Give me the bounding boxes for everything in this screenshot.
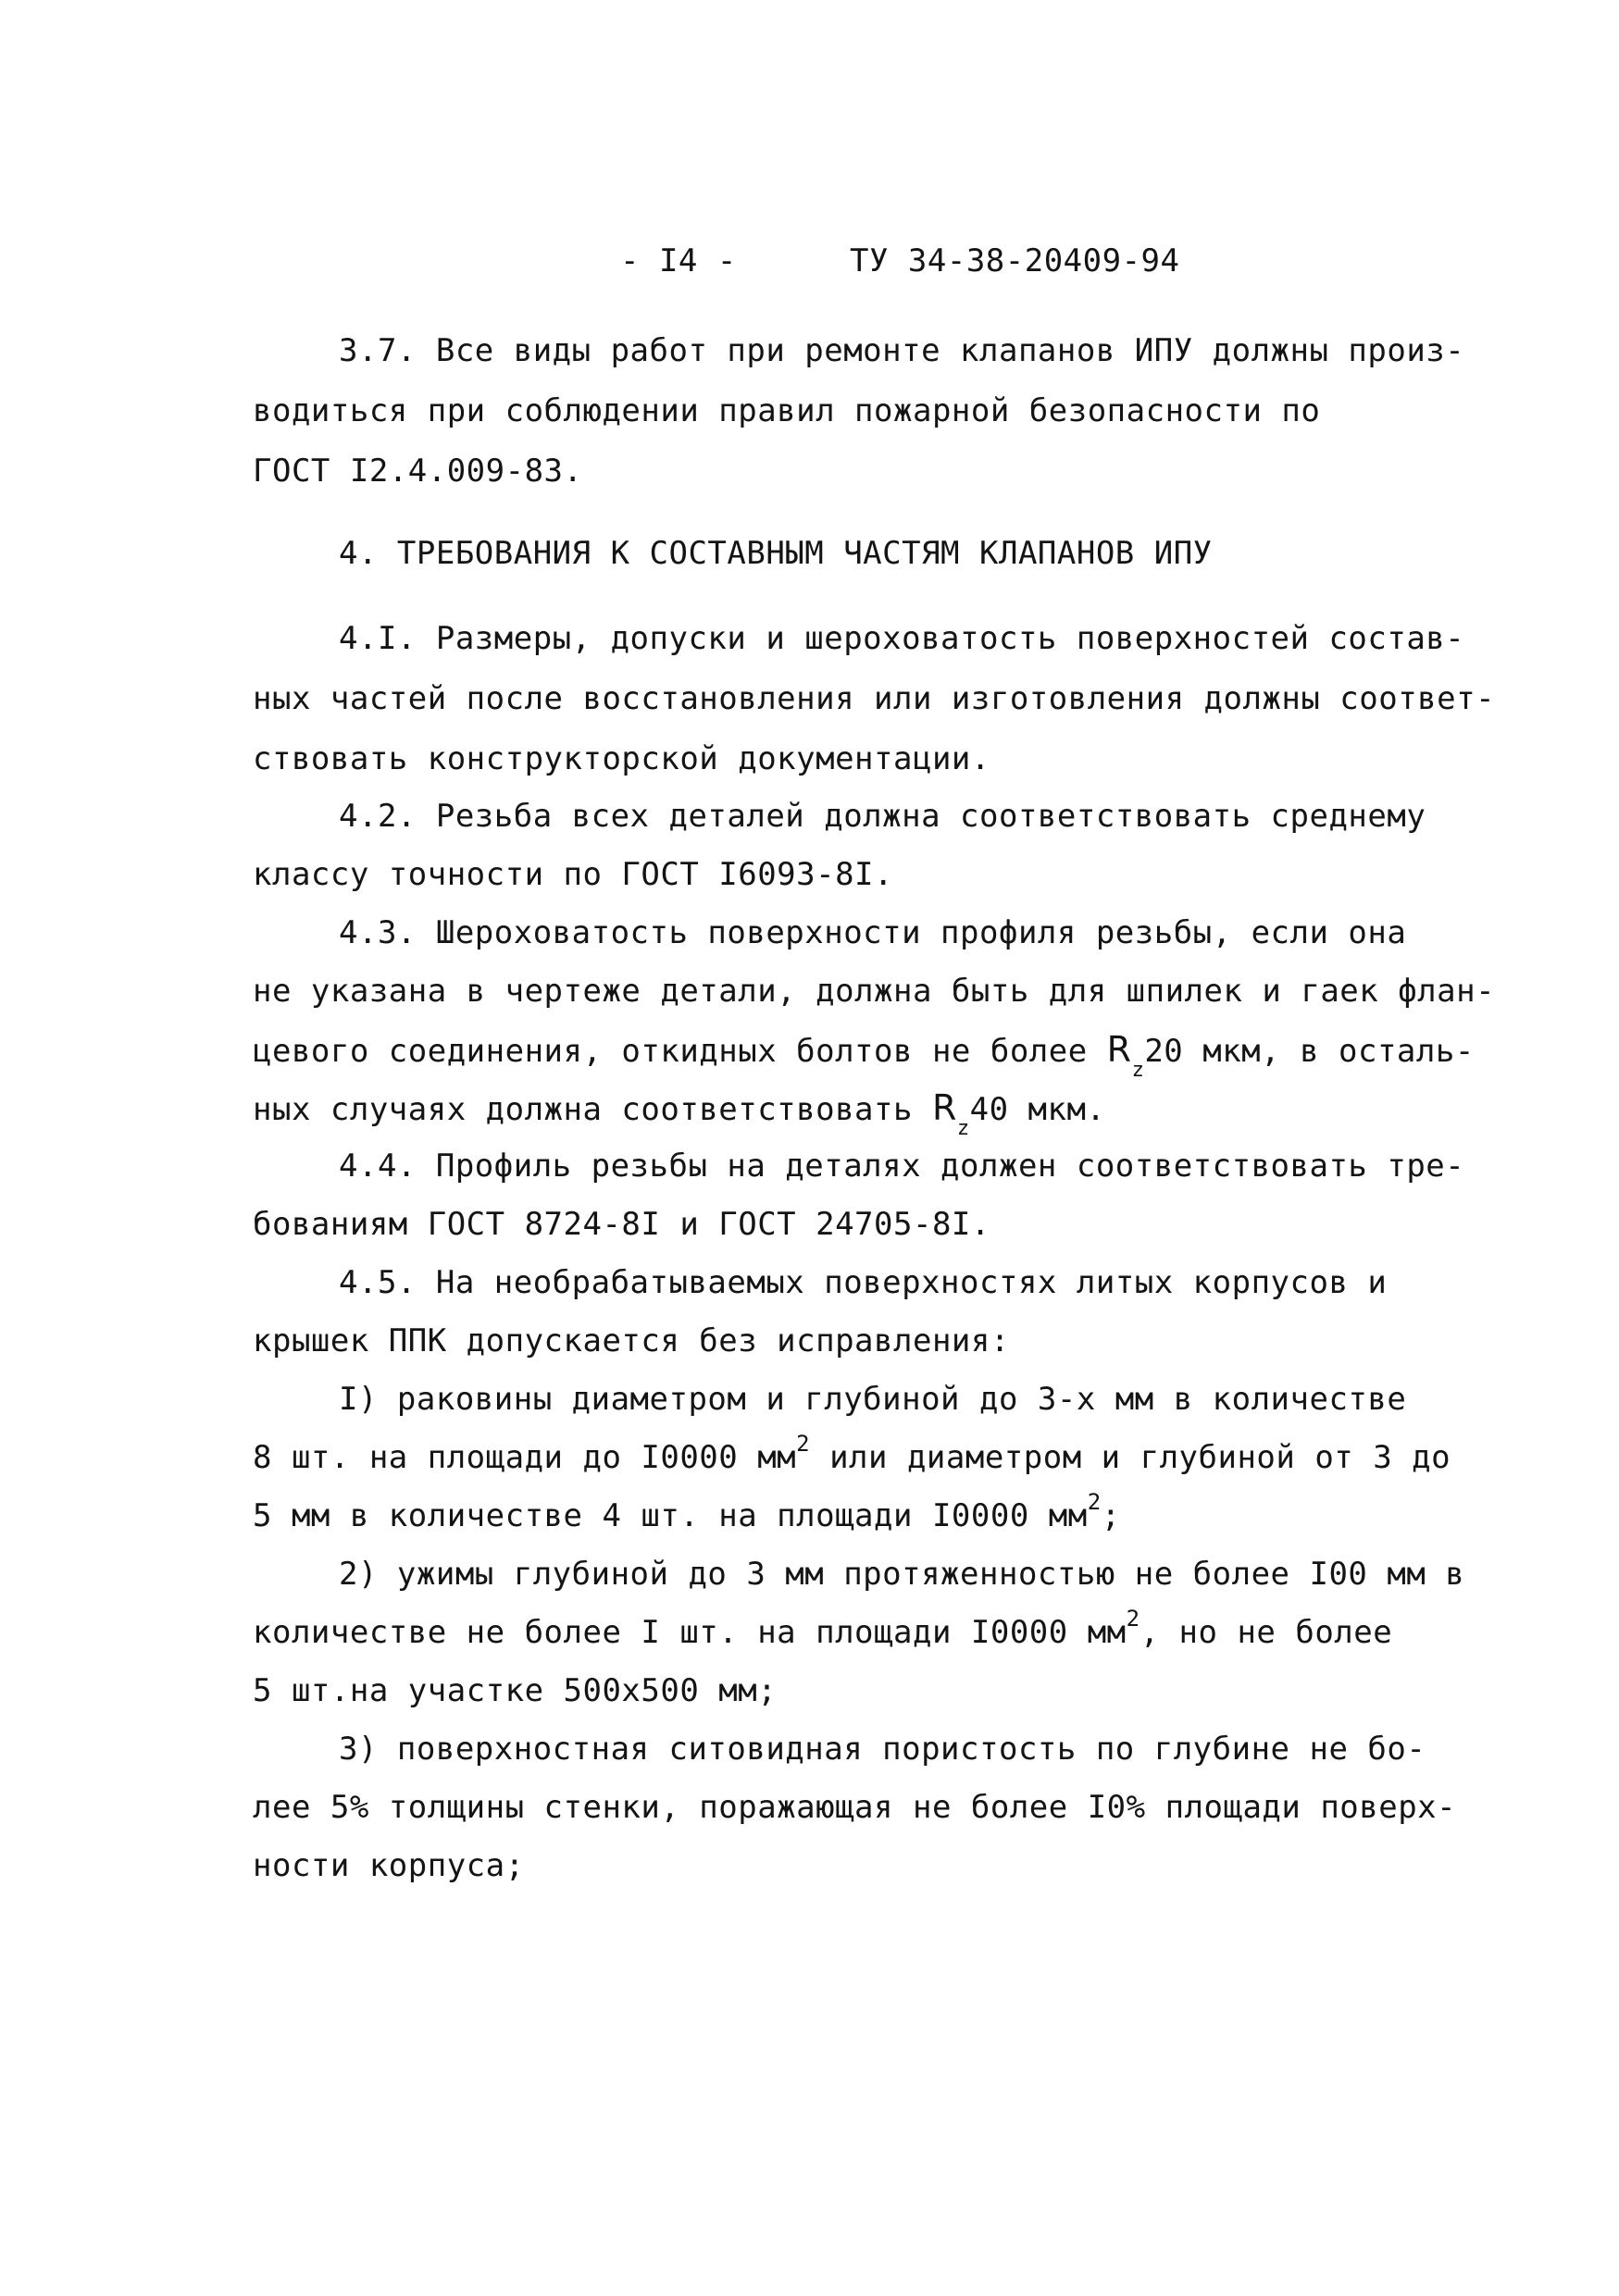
square-exponent: 2 xyxy=(1087,1488,1102,1515)
page-number: - I4 - xyxy=(620,242,737,279)
paragraph-4-4-line-2: бованиям ГОСТ 8724-8I и ГОСТ 24705-8I. xyxy=(253,1206,990,1243)
square-exponent: 2 xyxy=(1126,1605,1140,1632)
paragraph-4-5-line-2: крышек ППК допускается без исправления: xyxy=(253,1322,1010,1359)
item-2-line-3: 5 шт.на участке 500х500 мм; xyxy=(253,1672,778,1709)
paragraph-4-1-line-1: 4.I. Размеры, допуски и шероховатость поверхностей состав- xyxy=(339,620,1465,657)
paragraph-3-7-line-1: 3.7. Все виды работ при ремонте клапанов ИПУ должны произ- xyxy=(339,332,1465,369)
paragraph-3-7-line-3: ГОСТ I2.4.009-83. xyxy=(253,453,583,490)
item-1-line-1: I) раковины диаметром и глубиной до 3-х мм в количестве xyxy=(339,1381,1407,1418)
item-1-line-2-rest: или диаметром и глубиной от 3 до xyxy=(810,1439,1451,1476)
paragraph-4-5-line-1: 4.5. На необрабатываемых поверхностях литых корпусов и xyxy=(339,1264,1388,1301)
roughness-index: z xyxy=(956,1116,970,1140)
item-1-line-3 xyxy=(253,1488,1121,1534)
paragraph-4-3-line-2: не указана в чертеже детали, должна быть для шпилек и гаек флан- xyxy=(253,973,1496,1010)
item-2-line-2 xyxy=(253,1605,1393,1651)
paragraph-4-3-line-3-text: цевого соединения, откидных болтов не более xyxy=(253,1033,1107,1070)
paragraph-4-2-line-2: классу точности по ГОСТ I6093-8I. xyxy=(253,856,894,893)
paragraph-4-1-line-2: ных частей после восстановления или изготовления должны соответ- xyxy=(253,680,1496,717)
paragraph-4-3-line-3 xyxy=(253,1029,1475,1082)
roughness-value-20: 20 мкм, в осталь- xyxy=(1144,1033,1475,1070)
paragraph-4-3-line-1: 4.3. Шероховатость поверхности профиля резьбы, если она xyxy=(339,914,1407,951)
paragraph-3-7-line-2: водиться при соблюдении правил пожарной безопасности по xyxy=(253,392,1321,429)
paragraph-4-1-line-3: ствовать конструкторской документации. xyxy=(253,740,990,777)
item-2-line-2-rest: , но не более xyxy=(1140,1614,1393,1651)
roughness-symbol: R xyxy=(1106,1029,1132,1070)
item-2-line-1: 2) ужимы глубиной до 3 мм протяженностью не более I00 мм в xyxy=(339,1556,1465,1593)
document-code: ТУ 34-38-20409-94 xyxy=(850,242,1180,279)
roughness-value-40: 40 мкм. xyxy=(969,1091,1106,1128)
item-1-line-3-rest: ; xyxy=(1101,1497,1121,1534)
roughness-index: z xyxy=(1131,1058,1145,1082)
item-3-line-1: 3) поверхностная ситовидная пористость по глубине не бо- xyxy=(339,1731,1426,1768)
item-1-line-2 xyxy=(253,1430,1451,1476)
paragraph-4-3-line-4 xyxy=(253,1087,1106,1140)
item-1-line-3-text: 5 мм в количестве 4 шт. на площади I0000 мм xyxy=(253,1497,1088,1534)
paragraph-4-2-line-1: 4.2. Резьба всех деталей должна соответствовать среднему xyxy=(339,798,1426,835)
roughness-symbol: R xyxy=(931,1087,957,1128)
paragraph-4-4-line-1: 4.4. Профиль резьбы на деталях должен соответствовать тре- xyxy=(339,1148,1465,1185)
square-exponent: 2 xyxy=(796,1430,811,1457)
item-3-line-2: лее 5% толщины стенки, поражающая не более I0% площади поверх- xyxy=(253,1789,1457,1826)
item-3-line-3: ности корпуса; xyxy=(253,1847,525,1884)
item-2-line-2-text: количестве не более I шт. на площади I0000 мм xyxy=(253,1614,1127,1651)
paragraph-4-3-line-4-text: ных случаях должна соответствовать xyxy=(253,1091,932,1128)
item-1-line-2-text: 8 шт. на площади до I0000 мм xyxy=(253,1439,797,1476)
section-4-heading: 4. ТРЕБОВАНИЯ К СОСТАВНЫМ ЧАСТЯМ КЛАПАНОВ ИПУ xyxy=(339,535,1213,572)
